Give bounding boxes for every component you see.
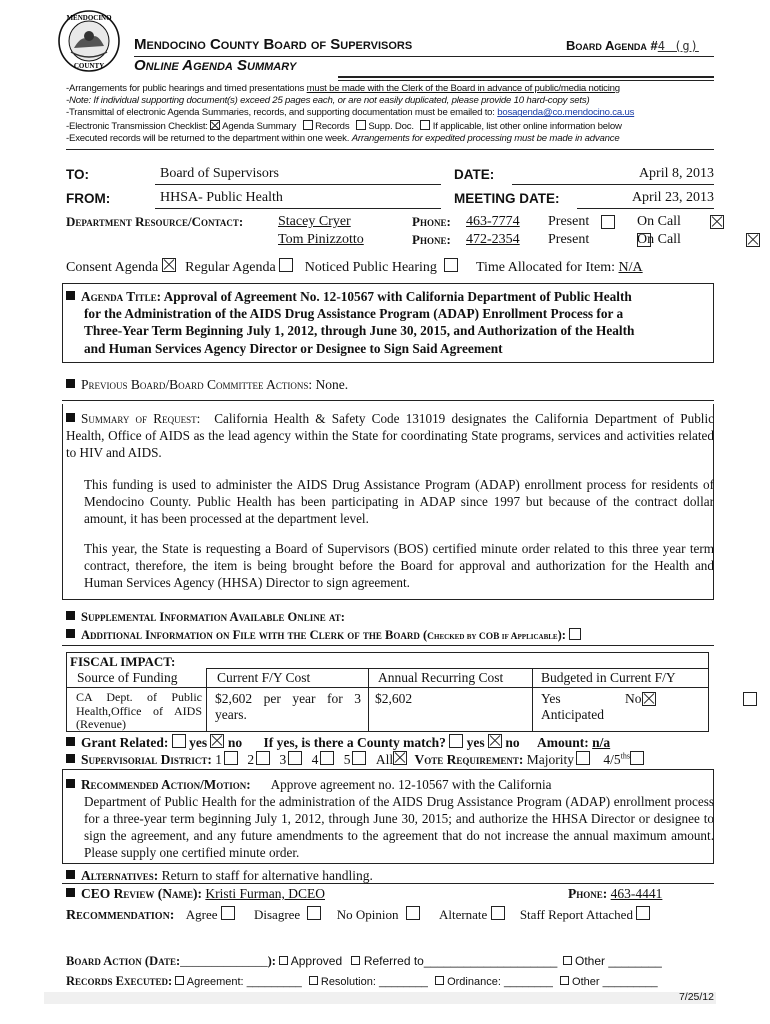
alternatives-label: Alternatives: [81, 868, 159, 883]
record-agreement-label: Agreement: [186, 976, 244, 988]
disagree-label: Disagree [254, 907, 301, 922]
ceo-phone-label: Phone: [568, 886, 608, 901]
summary-paragraph-2: This funding is used to administer the AIDS Drug Assistance Program (ADAP) enrollment process for residents of Mendocino County. Public Health has been participating in ADAP since 1997 but because of the contract dollar amount, it has been processed at the department level. [84, 477, 714, 526]
records-executed-row [66, 974, 658, 989]
checkbox-present-1[interactable] [601, 215, 615, 229]
approved-label: Approved [290, 954, 343, 968]
contact-phone-2: 472-2354 [466, 232, 520, 247]
from-value: HHSA- Public Health [160, 190, 283, 205]
col-current-fy-cost: Current F/Y Cost [217, 670, 311, 685]
supplemental-online-label: Supplemental Information Available Online at: [81, 610, 345, 624]
summary-paragraph-3: This year, the State is requesting a Board of Supervisors (BOS) certified minute order related to this three year term contract, therefore, the item is being brought before the Board for approval and authorization for the Health and Human Services Agency (HHSA) Director to sign agreement. [84, 541, 714, 590]
col-annual-recurring-cost: Annual Recurring Cost [378, 670, 504, 685]
board-action-row [66, 954, 662, 969]
seal-bottom-text: COUNTY [73, 62, 105, 70]
note-line1-underlined: must be made with the Clerk of the Board in advance of public/media noticing [306, 83, 620, 94]
bullet-icon [66, 629, 75, 638]
check-records-label: Records [315, 120, 350, 132]
phone-label-2: Phone: [412, 232, 451, 247]
fiscal-recurring-cost-value: $2,602 [375, 691, 413, 706]
district-1-label: 1 [215, 752, 222, 767]
district-all-label: All [375, 752, 394, 767]
page-subtitle: Online Agenda Summary [134, 57, 297, 74]
checkbox-supp-doc[interactable] [356, 120, 366, 130]
additional-info-clerk [66, 628, 581, 643]
checkbox-district-1[interactable] [224, 751, 238, 765]
board-agenda-number [566, 38, 699, 53]
checkbox-noticed-hearing[interactable] [444, 258, 458, 272]
checkbox-consent-agenda[interactable] [162, 258, 176, 272]
record-resolution-label: Resolution: [320, 976, 376, 988]
checkbox-majority[interactable] [576, 751, 590, 765]
summary-text-1: California Health & Safety Code 131019 designates the California Department of Public Health, Office of AIDS as the lead agency within the State for coordinating State programs, services and activities related to HIV and AIDS. [66, 411, 714, 460]
district-label: Supervisorial District: [81, 752, 212, 767]
bullet-icon [66, 291, 75, 300]
instructions-notes [66, 83, 726, 145]
checkbox-records[interactable] [303, 120, 313, 130]
checkbox-board-other[interactable] [563, 956, 572, 965]
district-4-label: 4 [311, 752, 319, 767]
checkbox-no-opinion[interactable] [406, 906, 420, 920]
alternatives-value: Return to staff for alternative handling. [161, 868, 373, 883]
agree-label: Agree [185, 907, 218, 922]
vote-requirement-label: Vote Requirement: [414, 752, 524, 767]
board-agenda-label: Board Agenda # [566, 38, 658, 53]
match-yes-label: yes [466, 735, 485, 750]
district-row [66, 751, 644, 768]
note-line2: -Note: If individual supporting document(s) exceed 25 pages each, or are not easily duplicated, please provide 10 hard-copy sets) [66, 95, 590, 107]
contact-name-1: Stacey Cryer [278, 214, 351, 229]
email-link[interactable]: bosagenda@co.mendocino.ca.us [497, 107, 635, 119]
checkbox-additional-info[interactable] [569, 628, 581, 640]
note-line4: -Electronic Transmission Checklist: [66, 120, 208, 132]
summary-paragraph-1 [66, 410, 714, 461]
checkbox-record-ordinance[interactable] [435, 976, 444, 985]
ceo-review-row [66, 886, 325, 902]
meeting-date-label: MEETING DATE: [454, 191, 560, 206]
fiscal-source-value: CA Dept. of Public Health,Office of AIDS (Revenue) [76, 690, 202, 731]
check-supp-doc-label: Supp. Doc. [368, 120, 414, 132]
checkbox-grant-yes[interactable] [172, 734, 186, 748]
checkbox-district-3[interactable] [288, 751, 302, 765]
budgeted-yes-label: Yes [541, 691, 561, 706]
checkbox-record-agreement[interactable] [175, 976, 184, 985]
ceo-recommendation-row [66, 906, 650, 924]
checkbox-match-no[interactable] [488, 734, 502, 748]
agenda-title-line2: for the Administration of the AIDS Drug Assistance Program (ADAP) Enrollment Process for a [84, 306, 624, 322]
note-line5-italic: Arrangements for expedited processing must be made in advance [351, 132, 620, 144]
contact-phone-1: 463-7774 [466, 214, 520, 229]
board-action-close: ): [267, 954, 276, 968]
fiscal-impact-header: FISCAL IMPACT: [70, 654, 176, 669]
budgeted-anticipated: Anticipated [541, 707, 604, 722]
recommended-action [66, 776, 714, 861]
bullet-icon [66, 779, 75, 788]
note-line1: -Arrangements for public hearings and timed presentations [66, 83, 307, 94]
referred-blank: ____________________ [423, 954, 558, 968]
present-label-2: Present [548, 232, 590, 247]
alternate-label: Alternate [438, 907, 488, 922]
checkbox-staff-report[interactable] [636, 906, 650, 920]
ceo-recommendation-label: Recommendation: [66, 908, 175, 923]
consent-agenda-label: Consent Agenda [66, 260, 159, 275]
checkbox-agenda-summary[interactable] [210, 120, 220, 130]
checkbox-budgeted-no[interactable] [743, 692, 757, 706]
additional-info-end: ): [557, 628, 566, 642]
time-allocated-label: Time Allocated for Item: [475, 260, 616, 275]
grant-related-label: Grant Related: [81, 735, 169, 750]
date-value: April 8, 2013 [638, 166, 714, 181]
on-call-label-1: On Call [637, 214, 681, 229]
amount-label: Amount: [537, 735, 589, 750]
checkbox-record-resolution[interactable] [309, 976, 318, 985]
recommended-label: Recommended Action/Motion: [81, 777, 251, 792]
checkbox-alternate[interactable] [491, 906, 505, 920]
board-agenda-value: 4 (g) [657, 39, 699, 53]
checkbox-four-fifths[interactable] [630, 751, 644, 765]
col-source-of-funding: Source of Funding [77, 670, 178, 685]
checkbox-match-yes[interactable] [449, 734, 463, 748]
checkbox-district-2[interactable] [256, 751, 270, 765]
checkbox-referred[interactable] [351, 956, 360, 965]
dept-contact-label: Department Resource/Contact: [66, 214, 244, 229]
county-seal [58, 10, 120, 72]
previous-actions-label: Previous Board/Board Committee Actions: [81, 377, 313, 392]
agenda-title-line4: and Human Services Agency Director or Designee to Sign Said Agreement [84, 340, 503, 356]
bullet-icon [66, 611, 75, 620]
ceo-review-name: Kristi Furman, DCEO [205, 886, 325, 901]
checkbox-record-other[interactable] [560, 976, 569, 985]
bullet-icon [66, 413, 75, 422]
checkbox-other-online[interactable] [420, 120, 430, 130]
amount-value: n/a [592, 735, 611, 750]
alternatives-row [66, 868, 373, 884]
grant-yes-label: yes [189, 735, 208, 750]
col-budgeted-current-fy: Budgeted in Current F/Y [541, 670, 676, 685]
record-other-label: Other [572, 976, 600, 988]
board-action-date-blank: ______________ [180, 954, 268, 968]
note-line3: -Transmittal of electronic Agenda Summaries, records, and supporting documentation must be emailed to: [66, 107, 498, 119]
board-other-blank: ________ [608, 954, 662, 968]
footer-bar [44, 992, 716, 1004]
record-agreement-blank: _________ [246, 976, 302, 988]
from-label: FROM: [66, 191, 111, 206]
agenda-title-line3: Three-Year Term Beginning July 1, 2012, through June 30, 2015, and Authorization of the Health [84, 323, 635, 339]
agenda-type-row [66, 258, 643, 276]
footer-date: 7/25/12 [678, 991, 714, 1003]
match-no-label: no [505, 735, 520, 750]
checkbox-grant-no[interactable] [210, 734, 224, 748]
checkbox-on-call-1[interactable] [710, 215, 724, 229]
ceo-review-label: CEO Review (Name): [81, 886, 202, 901]
on-call-label-2: On Call [637, 232, 681, 247]
fiscal-current-cost-value: $2,602 per year for 3 years. [215, 691, 361, 722]
agenda-title-label: Agenda Title: [81, 289, 161, 304]
agenda-title [66, 288, 714, 357]
checkbox-district-all[interactable] [393, 751, 407, 765]
majority-label: Majority [526, 752, 574, 767]
supplemental-online [66, 610, 345, 625]
additional-info-label: Additional Information on File with the Clerk of the Board ( [81, 628, 428, 642]
to-value: Board of Supervisors [160, 166, 279, 181]
summary-label: Summary of Request: [81, 411, 201, 426]
four-fifths-sup: ths [620, 751, 630, 761]
previous-actions [66, 377, 348, 393]
district-2-label: 2 [247, 752, 255, 767]
checkbox-disagree[interactable] [307, 906, 321, 920]
date-label: DATE: [454, 167, 495, 182]
no-opinion-label: No Opinion [336, 907, 399, 922]
seal-top-text: MENDOCINO [66, 14, 112, 22]
referred-label: Referred to [363, 954, 424, 968]
district-3-label: 3 [279, 752, 287, 767]
checkbox-agree[interactable] [221, 906, 235, 920]
four-fifths-label: 4/5 [603, 752, 621, 767]
check-agenda-summary-label: Agenda Summary [222, 120, 297, 132]
checkbox-district-4[interactable] [320, 751, 334, 765]
budgeted-no-label: No [625, 691, 642, 706]
grant-related-row [66, 734, 610, 751]
agenda-title-line1: Approval of Agreement No. 12-10567 with California Department of Public Health [163, 289, 632, 304]
ceo-phone-value: 463-4441 [610, 886, 663, 901]
time-allocated-value: N/A [618, 260, 643, 275]
previous-actions-value: None. [315, 377, 349, 392]
record-ordinance-label: Ordinance: [447, 976, 501, 988]
bullet-icon [66, 379, 75, 388]
checkbox-regular-agenda[interactable] [279, 258, 293, 272]
checkbox-budgeted-yes[interactable] [642, 692, 656, 706]
board-other-label: Other [575, 954, 606, 968]
phone-label-1: Phone: [412, 214, 451, 229]
checkbox-on-call-2[interactable] [746, 233, 760, 247]
bullet-icon [66, 888, 75, 897]
bullet-icon [66, 737, 75, 746]
ceo-phone-row [568, 886, 662, 902]
to-label: TO: [66, 167, 89, 182]
checkbox-district-5[interactable] [352, 751, 366, 765]
record-other-blank: _________ [602, 976, 658, 988]
note-line5: -Executed records will be returned to the department within one week. [66, 132, 352, 144]
regular-agenda-label: Regular Agenda [185, 260, 276, 275]
bullet-icon [66, 870, 75, 879]
records-executed-label: Records Executed: [66, 974, 173, 988]
present-label-1: Present [548, 214, 590, 229]
board-action-label: Board Action (Date: [66, 954, 181, 968]
staff-report-label: Staff Report Attached [519, 907, 633, 922]
page-title: Mendocino County Board of Supervisors [134, 36, 413, 53]
noticed-hearing-label: Noticed Public Hearing [304, 260, 437, 275]
meeting-date-value: April 23, 2013 [631, 190, 714, 205]
grant-no-label: no [227, 735, 243, 750]
note-line4-post: If applicable, list other online information below [432, 120, 622, 132]
contact-name-2: Tom Pinizzotto [278, 232, 364, 247]
bullet-icon [66, 754, 75, 763]
recommended-text-rest: Department of Public Health for the administration of the AIDS Drug Assistance Program (ADAP) enrollment process for a three-year term beginning July 1, 2012, through June 30, 2015; and authorize the HHSA Director or designee to sign the agreement, and any future amendments to the agreement that do not increase the annual maximum amount. Please supply one certified minute order. [84, 794, 714, 860]
additional-info-small: Checked by COB if Applicable [427, 632, 558, 642]
checkbox-approved[interactable] [279, 956, 288, 965]
recommended-text-1: Approve agreement no. 12-10567 with the California [270, 777, 552, 792]
county-match-label: If yes, is there a County match? [263, 735, 446, 750]
record-resolution-blank: ________ [378, 976, 428, 988]
record-ordinance-blank: ________ [503, 976, 553, 988]
district-5-label: 5 [343, 752, 351, 767]
